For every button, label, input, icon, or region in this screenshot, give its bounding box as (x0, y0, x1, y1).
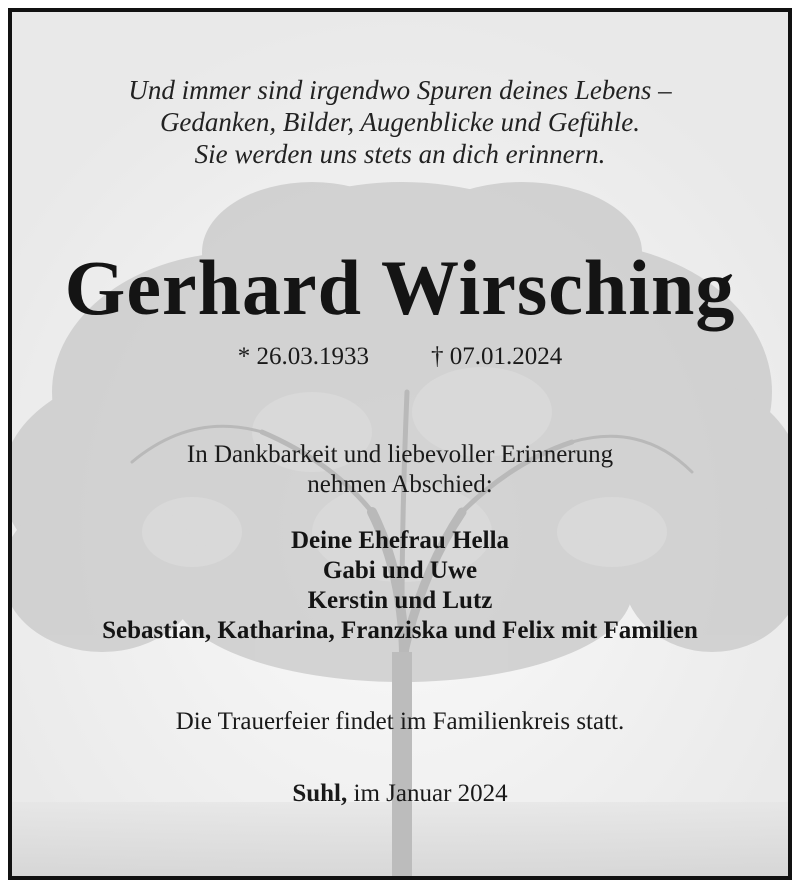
place-and-date (12, 779, 788, 809)
mourner-line: Kerstin und Lutz (307, 587, 493, 614)
mourner-line: Gabi und Uwe (322, 557, 478, 584)
quote-line-1: Und immer sind irgendwo Spuren deines Lebens – (128, 75, 672, 105)
place-date: im Januar 2024 (353, 780, 508, 807)
farewell-line-2: nehmen Abschied: (307, 471, 493, 498)
mourner-line: Sebastian, Katharina, Franziska und Felix mit Familien (102, 617, 698, 644)
ceremony-info: Die Trauerfeier findet im Familienkreis statt. (175, 708, 625, 735)
deceased-name: Gerhard Wirsching (64, 244, 736, 331)
mourner-line: Deine Ehefrau Hella (290, 527, 510, 554)
birth-date: * 26.03.1933 (237, 343, 369, 370)
place-city: Suhl, (292, 780, 348, 807)
quote-line-3: Sie werden uns stets an dich erinnern. (194, 139, 606, 169)
life-dates (12, 342, 788, 372)
death-date: † 07.01.2024 (431, 343, 563, 370)
farewell-line-1: In Dankbarkeit und liebevoller Erinnerung (186, 441, 614, 468)
quote-line-2: Gedanken, Bilder, Augenblicke und Gefühle. (159, 107, 641, 137)
obituary-notice (8, 8, 792, 880)
